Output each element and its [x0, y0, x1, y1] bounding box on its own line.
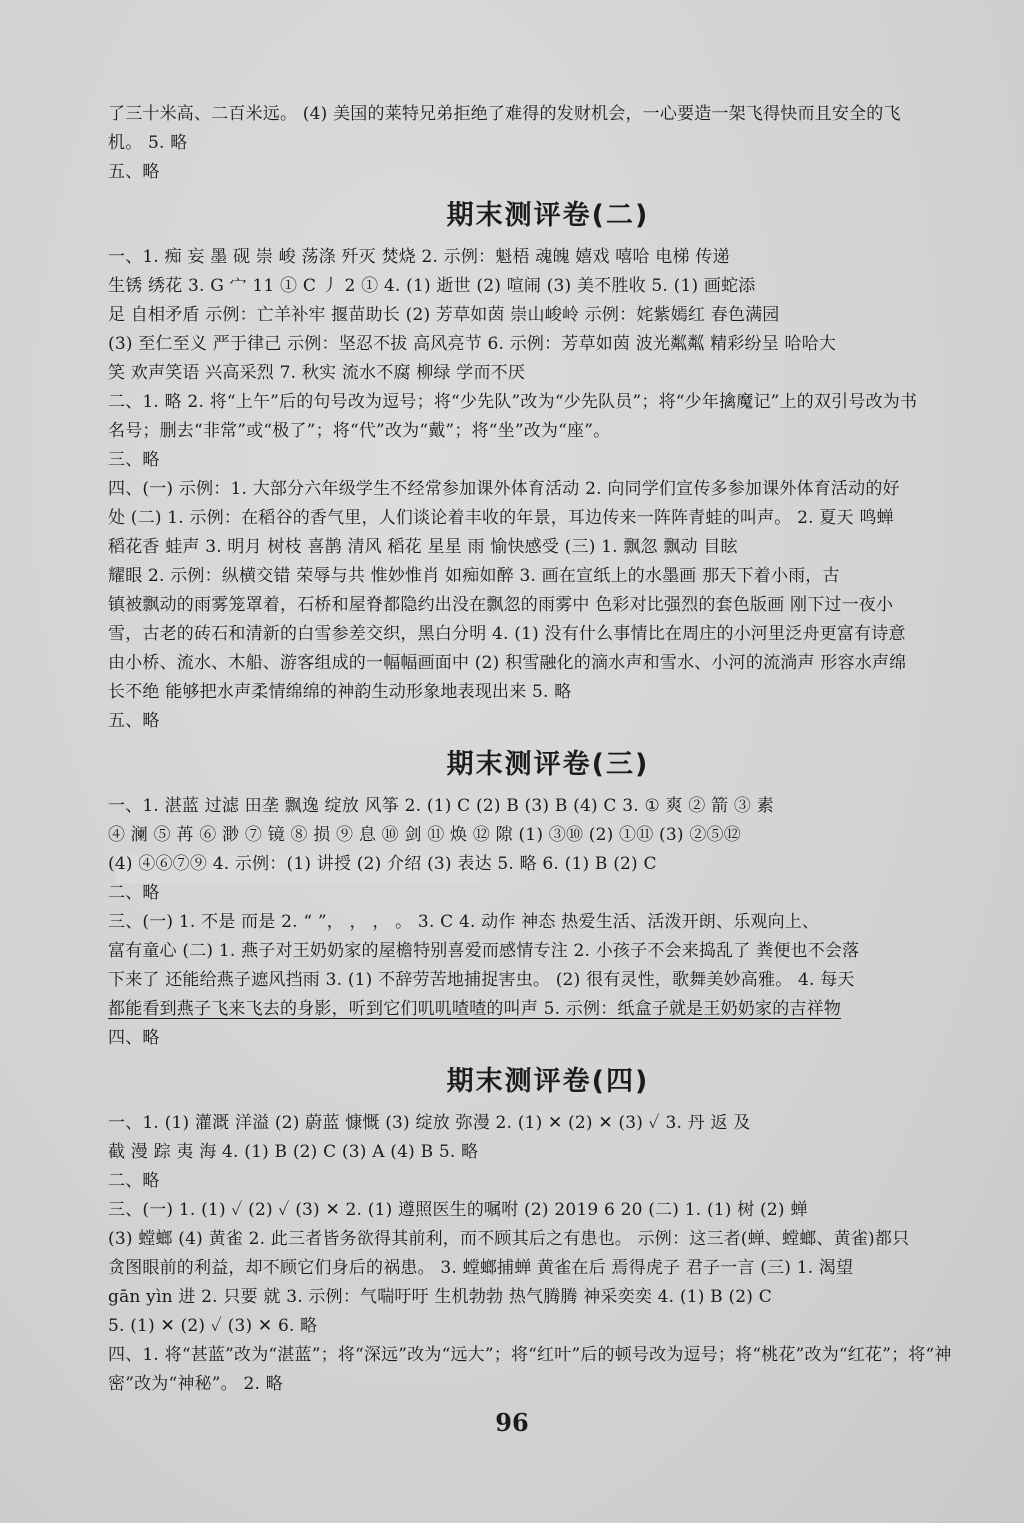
text-line: 五、略 [108, 711, 160, 731]
text-line: 二、略 [108, 1171, 160, 1191]
text-line: 截 漫 踪 夷 海 4. (1) B (2) C (3) A (4) B 5. 略 [108, 1142, 479, 1162]
section-title-3: 期末测评卷(三) [446, 749, 650, 780]
text-line: 贪图眼前的利益，却不顾它们身后的祸患。 3. 螳螂捕蝉 黄雀在后 焉得虎子 君子一言 (三) 1. 渴望 [108, 1258, 854, 1278]
section-4-body [108, 1109, 988, 1399]
text-line: 耀眼 2. 示例：纵横交错 荣辱与共 惟妙惟肖 如痴如醉 3. 画在宣纸上的水墨画 那天下着小雨，古 [108, 566, 840, 586]
text-line: (3) 至仁至义 严于律己 示例：坚忍不拔 高风亮节 6. 示例：芳草如茵 波光粼粼 精彩纷呈 哈哈大 [108, 334, 837, 354]
text-line: 三、(一) 1. (1) ✓ (2) ✓ (3) ✕ 2. (1) 遵照医生的嘱咐 (2) 2019 6 20 (二) 1. (1) 树 (2) 蝉 [108, 1200, 808, 1220]
text-line: 一、1. (1) 灌溉 洋溢 (2) 蔚蓝 慷慨 (3) 绽放 弥漫 2. (1) ✕ (2) ✕ (3) ✓ 3. 丹 返 及 [108, 1113, 751, 1133]
text-line: 长不绝 能够把水声柔情绵绵的神韵生动形象地表现出来 5. 略 [108, 682, 572, 702]
text-line: 四、1. 将“甚蓝”改为“湛蓝”；将“深远”改为“远大”；将“红叶”后的顿号改为逗号；将“桃花”改为“红花”；将“神 [108, 1345, 952, 1365]
section-2-body [108, 243, 988, 736]
text-line: 二、略 [108, 883, 160, 903]
text-line: gān yìn 进 2. 只要 就 3. 示例：气喘吁吁 生机勃勃 热气腾腾 神采奕奕 4. (1) B (2) C [108, 1287, 772, 1307]
text-line: 足 自相矛盾 示例：亡羊补牢 揠苗助长 (2) 芳草如茵 崇山峻岭 示例：姹紫嫣红 春色满园 [108, 305, 780, 325]
text-line: 由小桥、流水、木船、游客组成的一幅幅画面中 (2) 积雪融化的滴水声和雪水、小河的流淌声 形容水声绵 [108, 653, 907, 673]
text-line: 名号；删去“非常”或“极了”；将“代”改为“戴”；将“坐”改为“座”。 [108, 421, 611, 441]
text-line: 四、(一) 示例：1. 大部分六年级学生不经常参加课外体育活动 2. 向同学们宣传多参加课外体育活动的好 [108, 479, 900, 499]
text-line: 处 (二) 1. 示例：在稻谷的香气里，人们谈论着丰收的年景，耳边传来一阵阵青蛙的叫声。 2. 夏天 鸣蝉 [108, 508, 894, 528]
text-line: (3) 螳螂 (4) 黄雀 2. 此三者皆务欲得其前利，而不顾其后之有患也。 示例：这三者(蝉、螳螂、黄雀)都只 [108, 1229, 910, 1249]
text-line: (4) ④⑥⑦⑨ 4. 示例：(1) 讲授 (2) 介绍 (3) 表达 5. 略 6. (1) B (2) C [108, 854, 657, 874]
text-line: 5. (1) ✕ (2) ✓ (3) ✕ 6. 略 [108, 1316, 318, 1336]
text-line: 稻花香 蛙声 3. 明月 树枝 喜鹊 清风 稻花 星星 雨 愉快感受 (三) 1. 飘忽 飘动 目眩 [108, 537, 738, 557]
text-line: 了三十米高、二百米远。 (4) 美国的莱特兄弟拒绝了难得的发财机会，一心要造一架飞得快而且安全的飞 [108, 104, 901, 124]
text-line: 下来了 还能给燕子遮风挡雨 3. (1) 不辞劳苦地捕捉害虫。 (2) 很有灵性，歌舞美妙高雅。 4. 每天 [108, 970, 855, 990]
text-line: 镇被飘动的雨雾笼罩着，石桥和屋脊都隐约出没在飘忽的雨雾中 色彩对比强烈的套色版画 刚下过一夜小 [108, 595, 894, 615]
text-line: 机。 5. 略 [108, 133, 188, 153]
section-title-2: 期末测评卷(二) [446, 200, 650, 231]
text-line: 雪，古老的砖石和清新的白雪参差交织，黑白分明 4. (1) 没有什么事情比在周庄的小河里泛舟更富有诗意 [108, 624, 906, 644]
answer-content [108, 100, 988, 1399]
text-line: ④ 澜 ⑤ 苒 ⑥ 渺 ⑦ 镜 ⑧ 损 ⑨ 息 ⑩ 剑 ⑪ 焕 ⑫ 隙 (1) ③⑩ (2) ①⑪ (3) ②⑤⑫ [108, 825, 741, 845]
text-line: 一、1. 湛蓝 过滤 田垄 飘逸 绽放 风筝 2. (1) C (2) B (3) B (4) C 3. ① 爽 ② 箭 ③ 素 [108, 796, 774, 816]
text-line: 二、1. 略 2. 将“上午”后的句号改为逗号；将“少先队”改为“少先队员”；将“少年擒魔记”上的双引号改为书 [108, 392, 918, 412]
text-line: 生锈 绣花 3. G 宀 11 ① C 丿 2 ① 4. (1) 逝世 (2) 喧闹 (3) 美不胜收 5. (1) 画蛇添 [108, 276, 756, 296]
text-line: 富有童心 (二) 1. 燕子对王奶奶家的屋檐特别喜爱而感情专注 2. 小孩子不会来捣乱了 粪便也不会落 [108, 941, 860, 961]
text-line: 四、略 [108, 1028, 160, 1048]
intro-block [108, 100, 988, 187]
text-line: 笑 欢声笑语 兴高采烈 7. 秋实 流水不腐 柳绿 学而不厌 [108, 363, 526, 383]
text-line: 一、1. 痴 妄 墨 砚 崇 峻 荡涤 歼灭 焚烧 2. 示例：魁梧 魂魄 嬉戏 嘻哈 电梯 传递 [108, 247, 730, 267]
page-number: 96 [495, 1408, 529, 1437]
section-title-4: 期末测评卷(四) [446, 1066, 650, 1097]
text-line: 三、略 [108, 450, 160, 470]
text-line: 密”改为“神秘”。 2. 略 [108, 1374, 283, 1394]
underlined-text-line: 都能看到燕子飞来飞去的身影，听到它们叽叽喳喳的叫声 5. 示例：纸盒子就是王奶奶家的吉祥物 [108, 999, 842, 1019]
text-line: 三、(一) 1. 不是 而是 2. “ ”， ， ， 。 3. C 4. 动作 神态 热爱生活、活泼开朗、乐观向上、 [108, 912, 820, 932]
section-3-body [108, 792, 988, 1053]
text-line: 五、略 [108, 162, 160, 182]
